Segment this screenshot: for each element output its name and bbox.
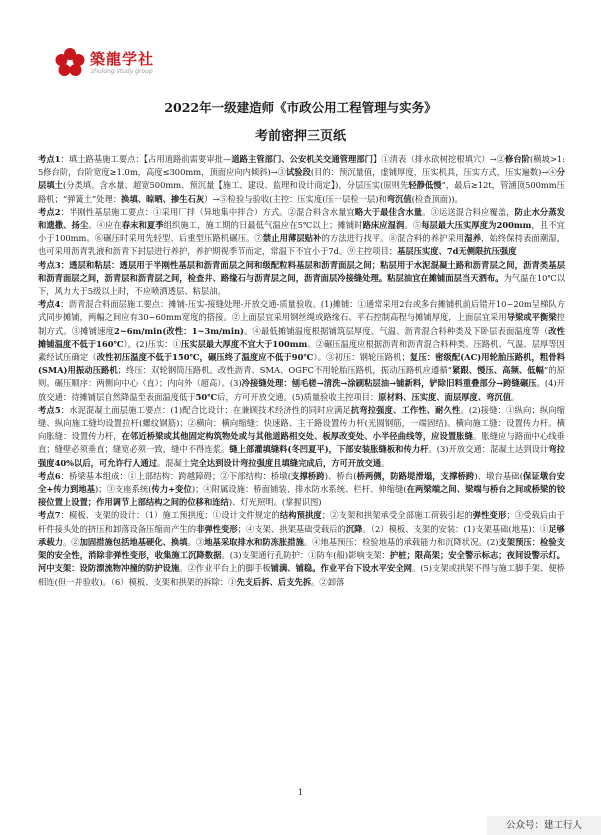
text-run: ”的原则。碾压顺序：两侧向中心（直）；内向外（超高）。(3) (38, 365, 565, 389)
text-run: 。(3)开放交通：混凝土达到设计 (428, 444, 549, 455)
bold-run: 非弹性变形 (196, 523, 238, 534)
text-run: ）→⑤检验与验收(主控：压实度(压一层检一层)和 (204, 193, 387, 204)
text-run: (检查顶面))。 (411, 193, 463, 204)
text-run: (分类填、含水量、超宽500mm、预沉量【施工、建设、监理和设计商定】)，分层压实(原则先 (62, 180, 409, 191)
bold-run: 改性初压温度不低于150℃，碾压终了温度应不低于90℃ (96, 352, 314, 363)
text-run: 。③运送混合料应覆盖， (422, 206, 515, 217)
text-run: ：桥梁基本组成：①上部结构：跨越障碍；②下部结构：桥墩( (60, 470, 291, 481)
bold-run: 导梁或平衡梁 (506, 312, 557, 323)
page-number: 1 (297, 788, 304, 797)
bold-run: 加固措施包括地基硬化、换填 (79, 536, 188, 547)
bold-run: 抗弯拉强度、工作性、耐久性 (350, 404, 461, 415)
bold-run: 支架预压：检验支架的安全性，消除非弹性变形，收集施工沉降数据 (38, 536, 565, 561)
bold-run: 地基采取排水和防冻胀措施 (204, 536, 304, 547)
text-run: 。(4)开放交通：待摊铺层自然降温至表面温度低于 (38, 378, 565, 402)
paragraph (38, 206, 565, 259)
text-run: ；②支架和拱架承受全部施工荷载引起的 (321, 510, 473, 521)
text-run: 。③ (187, 536, 205, 547)
text-run: 。④最低摊铺温度根据铺筑层厚度、气温、沥青混合料种类及下卧层表面温度等（ (243, 325, 549, 336)
text-run: )、墩台基础( (474, 470, 523, 481)
paragraph (38, 470, 565, 510)
bold-run: 考点6 (38, 470, 61, 481)
text-run: 。②碾压温度应根据沥青和沥青混合料种类、压路机、气温、层厚等因素经试压确定（ (38, 338, 565, 363)
text-run: 控制方式。③摊铺速度 (38, 312, 565, 336)
bold-run: 考点4 (38, 299, 61, 310)
bold-run: 弯沉值 (386, 193, 412, 204)
text-run: 的方法进行找平。⑧混合料的养护采用 (321, 233, 465, 244)
paragraph (38, 298, 565, 404)
text-run: )；③支座系统( (95, 484, 152, 495)
bold-run: 铺满、铺稳。作业平台下设水平安全网 (270, 563, 412, 574)
bold-run: 改性摊铺温度不低于160℃ (38, 325, 565, 349)
text-run: 。（2）模板、支架的安装：(1)支架基础(地基)：① (362, 523, 549, 534)
bold-run: 防止水分蒸发和遗撒、扬尘 (38, 206, 565, 231)
text-run: ：半刚性基层施工要点：①采用厂拌（异地集中拌合）方式。②混合料含水量宜 (60, 206, 355, 217)
document-body (38, 153, 565, 589)
text-run: 。(2)接缝：①纵向；纵向缩缝、纵向施工缝均设置拉杆(螺纹钢筋)；②横向：横向缩缝：快速路、主干路设置传力杆(光圆钢筋，一端固结)。横向施工缝：设置传力杆。横向胀缝：设置传力杆， (38, 404, 565, 442)
text-run: ）。(2)压实：① (123, 338, 181, 349)
bold-run: 沉降 (345, 523, 363, 534)
text-run: ，且不宜小于100mm。⑥碾压时采用先轻型、后重型压路机碾压。⑦ (38, 220, 565, 244)
bold-run: 基层压实度、7d无侧限抗压强度 (397, 246, 517, 257)
bold-run: 压实层最大厚度不宜大于100mm (180, 338, 308, 349)
bold-run: 2~6m/min(改性：1~3m/min) (114, 325, 244, 336)
bold-run: 弹性变形 (472, 510, 507, 521)
text-run: 。②作业平台上的脚手板 (179, 563, 271, 574)
bold-run: 路床应湿润 (362, 220, 405, 231)
bold-run: 冷接缝处理：刨毛槎→清洗→涂刷粘层油→铺新料，铲除旧料重叠部分→跨缝碾压 (241, 378, 537, 389)
bold-run: 桥两侧，防路堤滑塌，支撑桥跨 (356, 470, 475, 481)
bold-run: 结构预拱度 (279, 510, 322, 521)
paragraph (38, 259, 565, 299)
bold-run: 50℃ (195, 391, 218, 402)
text-run: 组织施工，施工期的日最低气温应在5℃以上；摊铺时 (163, 220, 363, 231)
text-run: ：沥青混合料面层施工要点：摊铺-压实-接缝处理-开放交通-质量验收。(1)摊铺：①通常采用2台或多台摊铺机前后错开10~20m呈梯队方式同步摊铺，两幅之间应有30~60mm宽度的搭接。②上面层宜采用钢丝绳或路缘石、平石控制高程与摊铺厚度，上面层宜采用 (38, 299, 565, 323)
bold-run: 在邻近桥梁或其他固定构筑物处或与其他道路相交处、板厚改变处、小半径曲线等，应设置胀缝 (121, 431, 474, 442)
text-run: ，始终保持表面潮湿，也可采用沥青乳液和沥青下封层进行养护，养护期视季节而定，常温下不宜小于7d。⑨主控项目： (38, 233, 565, 257)
bold-run: 禁止用薄层贴补 (262, 233, 322, 244)
bold-run: 保证墩台安全+传力到地基 (38, 470, 565, 495)
bold-run: 每层最大压实厚度为200mm (421, 220, 532, 231)
bold-run: 缝上部灌填缝料(冬凹夏平)，下部安装胀缝板和传力杆 (229, 444, 429, 455)
text-run: (目的：预沉量值，虚铺厚度，压实机具，压实方式，压实遍数)→④ (310, 167, 557, 178)
footer-watermark: 公众号：建工行人 (487, 816, 601, 835)
text-run: 。②卸落 (311, 576, 345, 587)
bold-run: 修台阶 (505, 154, 531, 164)
text-run: 。 (511, 391, 520, 402)
text-run: 。④应在 (88, 220, 122, 231)
text-run: 。胀缝应与路面中心线垂直；缝壁必须垂直；缝宽必须一致，缝中不得连浆。 (38, 431, 565, 455)
bold-run: 试验段 (285, 167, 311, 178)
bold-run: 湿养 (464, 233, 482, 244)
bold-run: 换填、晾晒、掺生石灰 (121, 193, 205, 204)
bold-run: 足够承载力 (38, 523, 565, 547)
text-run: ：填土路基施工要点：【占用道路前需要审批— (60, 154, 232, 164)
brand-subtitle: zhulong study group (91, 68, 153, 75)
paragraph (38, 509, 565, 588)
text-run: ：模板、支架的设计：（1）施工预拱度：①设计文件规定的 (60, 510, 280, 521)
paragraph (38, 153, 565, 206)
text-run: ）。③初压：钢轮压路机； (313, 352, 410, 363)
paragraph (38, 404, 565, 470)
bold-run: 紧跟、慢压、高频、低幅 (452, 365, 545, 376)
bold-run: 考点2 (38, 206, 61, 217)
bold-run: 完全达到设计弯拉强度且填缝完成后，方可开放交通 (190, 457, 382, 468)
text-run: ；③受载后由于杆件接头处的挤压和卸落设备压缩而产生的 (38, 510, 565, 534)
text-run: 。② (62, 536, 80, 547)
bold-run: 弯拉强度40%以后，可允许行人通过 (38, 444, 565, 468)
brand-logo (54, 45, 174, 85)
document-title: 2022年一级建造师《市政公用工程管理与实务》 (164, 100, 437, 115)
document-subtitle: 考前密押三页纸 (254, 129, 346, 144)
bold-run: 传力+变位 (151, 484, 192, 495)
text-run: 。混凝土 (157, 457, 191, 468)
bold-run: 考点5 (38, 404, 61, 415)
text-run: 】①清表（排水砍树挖根填穴）→② (373, 154, 506, 164)
bold-run: 护桩；限高架；安全警示标志；夜间设警示灯。河中支架：设防漂流物冲撞的防护设施 (38, 550, 565, 574)
text-run: 后，方可开放交通。(5)质量验收主控项目： (217, 391, 379, 402)
text-run: ”，最后≥12t，管涵顶500mm压路机；“弹簧土”处理： (38, 180, 565, 204)
bold-run: 略大于最佳含水量 (354, 206, 423, 217)
text-run: )；④附属设施：桥面铺装、排水防水系统、栏杆、伸缩缝( (191, 484, 407, 495)
text-run: ；终压：双轮钢筒压路机。改性沥青、SMA、OGFC不用轮胎压路机，振动压路机应遵循“ (117, 365, 452, 376)
text-run: 。 (381, 457, 390, 468)
bold-run: 轻静低慢 (408, 180, 442, 191)
text-run: 。④地基预压：检验地基的承载能力和沉降状况。(2) (303, 536, 499, 547)
text-run: 为气温在10℃以下，风力大于5级以上时，不应喷洒透层、粘层油。 (38, 272, 565, 297)
bold-run: 分层填土 (38, 167, 565, 191)
text-run: 。⑤ (404, 220, 422, 231)
bold-run: 先支后拆、后支先拆 (236, 576, 312, 587)
bold-run: 在两梁端之间、梁端与桥台之间或桥梁的铰接位置上设置；作用调节上部结构之间的位移和连结 (38, 484, 565, 508)
bold-run: 复压：密级配(AC)用轮胎压路机，粗骨料(SMA)用振动压路机 (38, 352, 565, 376)
bold-run: 考点3 (38, 259, 61, 270)
bold-run: 考点1 (38, 154, 61, 164)
text-run: )、桥台( (324, 470, 357, 481)
text-run: ；④支架、拱架基础受载后的 (237, 523, 346, 534)
bold-run: 春末和夏季 (121, 220, 164, 231)
text-run: (横坡>1:5修台阶，台阶宽度≥1.0m，高度≤300mm，顶面应向内倾斜)→③ (38, 154, 565, 178)
brand-name: 築龍学社 (90, 50, 155, 68)
bold-run: 原材料、压实度、面层厚度、弯沉值 (378, 391, 512, 402)
text-run: 。(3)支架通行孔防护：①防车(船)影响支架： (221, 550, 390, 561)
text-run: )、灯光照明。(掌握识图) (228, 497, 322, 508)
bold-run: 支撑桥跨 (290, 470, 325, 481)
flower-logo-icon (54, 47, 86, 79)
text-run: 。(5)支架或拱架不得与施工脚手架、便桥相连(但一并验收)。（6）模板、支架和拱架的拆除：① (38, 563, 565, 587)
text-run: ：水泥混凝土面层施工要点：(1)配合比设计：在兼顾技术经济性的同时应满足 (60, 404, 351, 415)
bold-run: 道路主管部门、公安机关交通管理部门 (231, 154, 374, 164)
bold-run: ：透层和粘层：透层用于半刚性基层和沥青面层之间和级配粒料基层和沥青面层之间；粘层用于水泥混凝土路和沥青层之间，沥青类基层和沥青面层之间，沥青层和沥青层之间，检查井、路缘石与沥青层之间，沥青面层冷接缝处理。粘层油宜在摊铺面层当天洒布。 (38, 259, 565, 283)
bold-run: 考点7 (38, 510, 61, 521)
